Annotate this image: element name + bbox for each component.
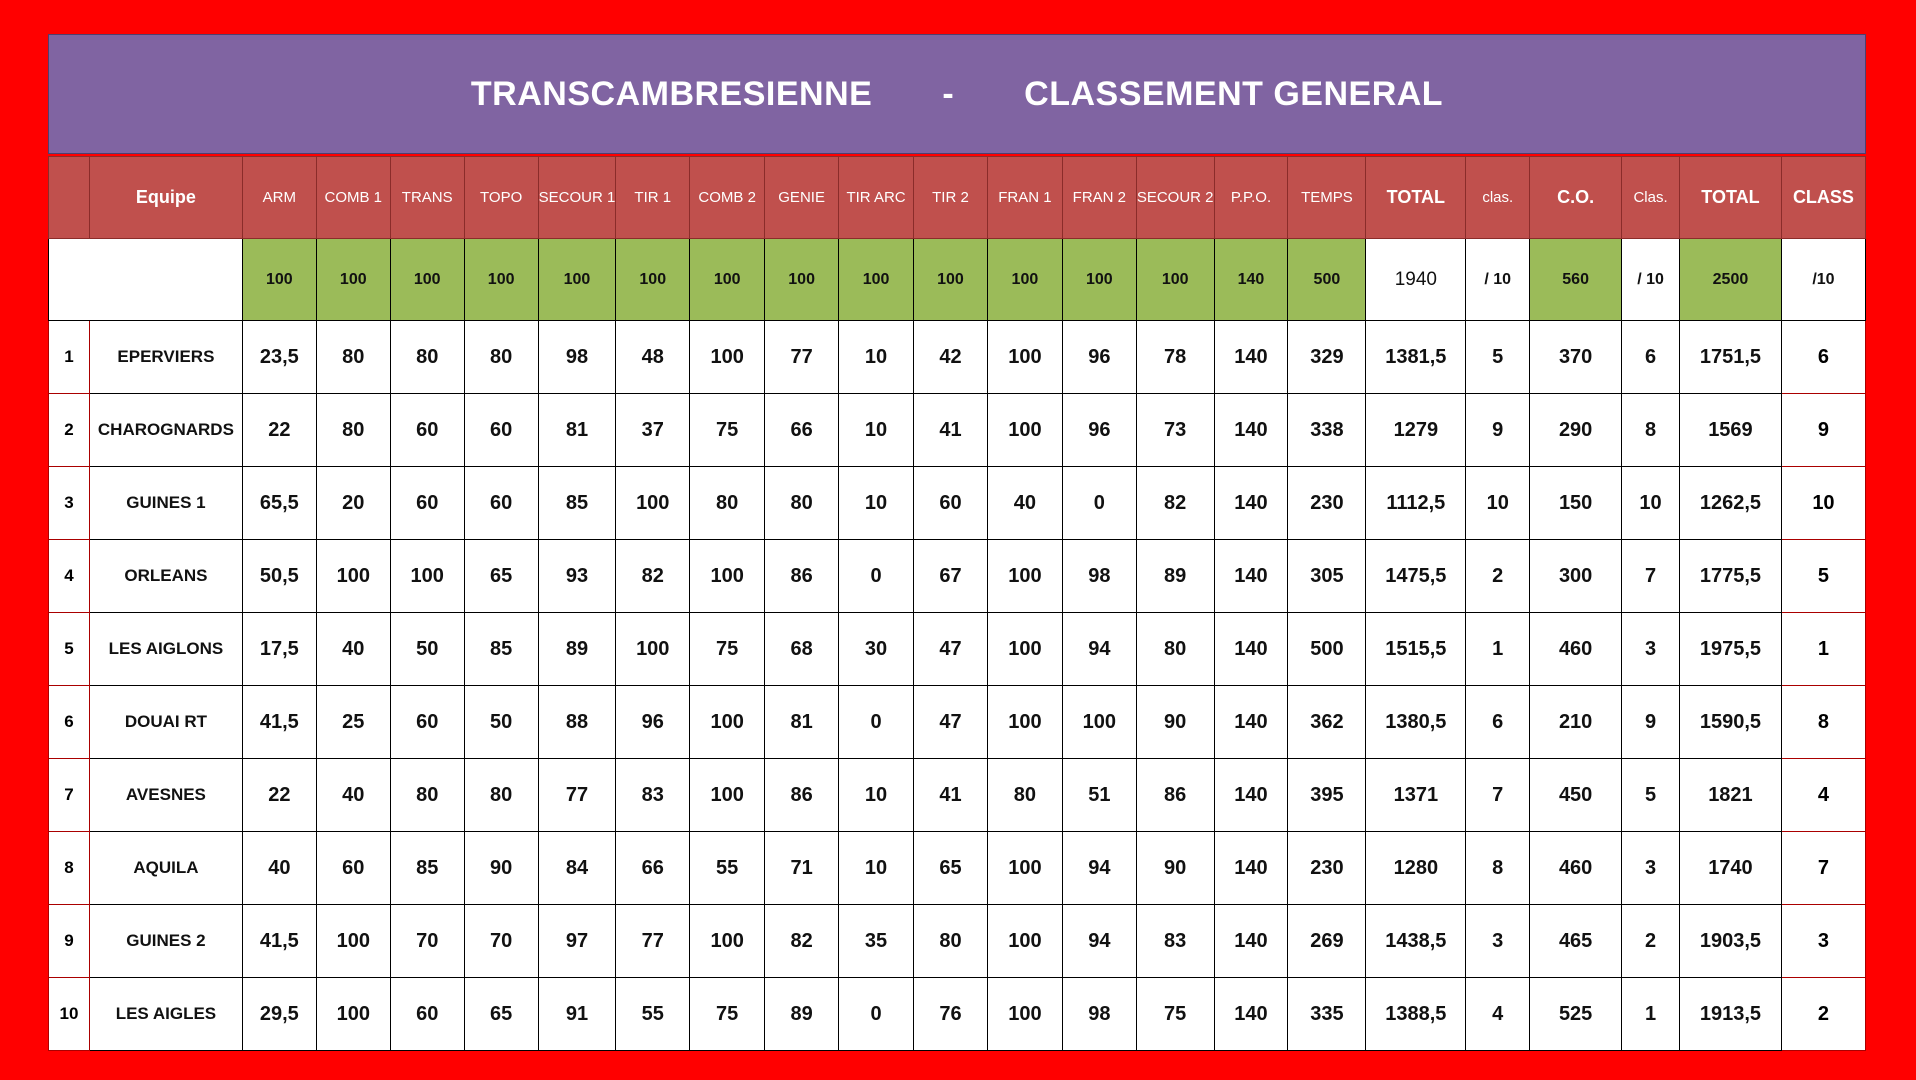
team-name[interactable]: ORLEANS <box>89 540 242 613</box>
table-cell[interactable]: 140 <box>1214 686 1288 759</box>
table-cell[interactable]: 305 <box>1288 540 1366 613</box>
class-rank-cell[interactable]: 9 <box>1781 394 1865 467</box>
grand-total-cell[interactable]: 1775,5 <box>1680 540 1782 613</box>
table-row[interactable] <box>49 394 1866 467</box>
table-cell[interactable]: 8 <box>1622 394 1680 467</box>
table-cell[interactable]: 80 <box>390 321 464 394</box>
table-cell[interactable]: 23,5 <box>242 321 316 394</box>
table-cell[interactable]: 269 <box>1288 905 1366 978</box>
class-rank-cell[interactable]: 6 <box>1781 321 1865 394</box>
clas-cell[interactable]: 6 <box>1466 686 1530 759</box>
table-cell[interactable]: 60 <box>390 394 464 467</box>
grand-total-cell[interactable]: 1903,5 <box>1680 905 1782 978</box>
column-header: SECOUR 2 <box>1136 157 1214 239</box>
column-header: TOPO <box>464 157 538 239</box>
table-cell[interactable]: 55 <box>616 978 690 1051</box>
table-cell[interactable]: 100 <box>690 686 765 759</box>
column-header: ARM <box>242 157 316 239</box>
table-row[interactable] <box>49 978 1866 1051</box>
table-cell[interactable]: 100 <box>616 467 690 540</box>
max-points-cell <box>89 239 242 321</box>
table-cell[interactable]: 47 <box>914 613 988 686</box>
max-points-cell: 1940 <box>1366 239 1466 321</box>
table-cell[interactable]: 80 <box>464 321 538 394</box>
table-cell[interactable]: 40 <box>242 832 316 905</box>
table-cell[interactable]: 98 <box>538 321 616 394</box>
team-name[interactable]: DOUAI RT <box>89 686 242 759</box>
grand-total-cell[interactable]: 1975,5 <box>1680 613 1782 686</box>
table-row[interactable] <box>49 467 1866 540</box>
table-cell[interactable]: 89 <box>538 613 616 686</box>
table-cell[interactable]: 100 <box>690 321 765 394</box>
table-cell[interactable]: 85 <box>464 613 538 686</box>
table-cell[interactable]: 525 <box>1530 978 1622 1051</box>
table-cell[interactable]: 77 <box>616 905 690 978</box>
class-rank-cell[interactable]: 2 <box>1781 978 1865 1051</box>
table-cell[interactable]: 85 <box>538 467 616 540</box>
table-cell[interactable]: 100 <box>316 540 390 613</box>
table-cell[interactable]: 329 <box>1288 321 1366 394</box>
table-cell[interactable]: 80 <box>316 321 390 394</box>
table-cell[interactable]: 75 <box>690 978 765 1051</box>
table-cell[interactable]: 10 <box>839 832 914 905</box>
table-cell[interactable]: 76 <box>914 978 988 1051</box>
team-name[interactable]: LES AIGLONS <box>89 613 242 686</box>
table-cell[interactable]: 80 <box>914 905 988 978</box>
table-cell[interactable]: 100 <box>987 832 1062 905</box>
table-cell[interactable]: 96 <box>1062 321 1136 394</box>
table-cell[interactable]: 9 <box>1622 686 1680 759</box>
table-cell[interactable]: 0 <box>1062 467 1136 540</box>
table-cell[interactable]: 94 <box>1062 905 1136 978</box>
table-cell[interactable]: 65 <box>914 832 988 905</box>
table-cell[interactable]: 30 <box>839 613 914 686</box>
table-cell[interactable]: 40 <box>987 467 1062 540</box>
table-cell[interactable]: 370 <box>1530 321 1622 394</box>
class-rank-cell[interactable]: 1 <box>1781 613 1865 686</box>
max-points-cell: 100 <box>690 239 765 321</box>
table-cell[interactable]: 86 <box>765 540 839 613</box>
table-cell[interactable]: 65,5 <box>242 467 316 540</box>
table-cell[interactable]: 75 <box>690 613 765 686</box>
table-cell[interactable]: 37 <box>616 394 690 467</box>
table-cell[interactable]: 140 <box>1214 467 1288 540</box>
column-header: TOTAL <box>1366 157 1466 239</box>
table-cell[interactable]: 77 <box>538 759 616 832</box>
table-cell[interactable]: 465 <box>1530 905 1622 978</box>
clas-cell[interactable]: 7 <box>1466 759 1530 832</box>
table-cell[interactable]: 55 <box>690 832 765 905</box>
table-cell[interactable]: 88 <box>538 686 616 759</box>
table-cell[interactable]: 83 <box>1136 905 1214 978</box>
max-points-cell: 100 <box>1136 239 1214 321</box>
team-name[interactable]: GUINES 1 <box>89 467 242 540</box>
team-name[interactable]: LES AIGLES <box>89 978 242 1051</box>
table-cell[interactable]: 97 <box>538 905 616 978</box>
column-header: GENIE <box>765 157 839 239</box>
grand-total-cell[interactable]: 1569 <box>1680 394 1782 467</box>
grand-total-cell[interactable]: 1751,5 <box>1680 321 1782 394</box>
class-rank-cell[interactable]: 7 <box>1781 832 1865 905</box>
table-cell[interactable]: 89 <box>1136 540 1214 613</box>
table-cell[interactable]: 100 <box>987 686 1062 759</box>
table-cell[interactable]: 22 <box>242 759 316 832</box>
column-header: CLASS <box>1781 157 1865 239</box>
table-cell[interactable]: 100 <box>987 613 1062 686</box>
max-points-cell: 100 <box>616 239 690 321</box>
table-cell[interactable]: 98 <box>1062 540 1136 613</box>
table-cell[interactable]: 140 <box>1214 978 1288 1051</box>
table-row[interactable] <box>49 540 1866 613</box>
table-cell[interactable]: 395 <box>1288 759 1366 832</box>
table-cell[interactable]: 94 <box>1062 832 1136 905</box>
table-cell[interactable]: 1438,5 <box>1366 905 1466 978</box>
table-cell[interactable]: 17,5 <box>242 613 316 686</box>
table-cell[interactable]: 68 <box>765 613 839 686</box>
column-header: COMB 2 <box>690 157 765 239</box>
max-points-cell: 500 <box>1288 239 1366 321</box>
max-points-cell: 100 <box>538 239 616 321</box>
max-points-cell: /10 <box>1781 239 1865 321</box>
column-header: P.P.O. <box>1214 157 1288 239</box>
table-cell[interactable]: 362 <box>1288 686 1366 759</box>
table-cell[interactable]: 41 <box>914 759 988 832</box>
table-cell[interactable]: 93 <box>538 540 616 613</box>
max-points-cell: 100 <box>316 239 390 321</box>
class-rank-cell[interactable]: 3 <box>1781 905 1865 978</box>
table-cell[interactable]: 50 <box>464 686 538 759</box>
table-cell[interactable]: 2 <box>1622 905 1680 978</box>
row-number[interactable]: 10 <box>49 978 90 1051</box>
table-cell[interactable]: 100 <box>690 759 765 832</box>
table-cell[interactable]: 77 <box>765 321 839 394</box>
grand-total-cell[interactable]: 1821 <box>1680 759 1782 832</box>
table-cell[interactable]: 40 <box>316 759 390 832</box>
table-cell[interactable]: 5 <box>1622 759 1680 832</box>
table-cell[interactable]: 0 <box>839 686 914 759</box>
table-cell[interactable]: 100 <box>987 394 1062 467</box>
table-row[interactable] <box>49 321 1866 394</box>
table-cell[interactable]: 1 <box>1622 978 1680 1051</box>
table-cell[interactable]: 89 <box>765 978 839 1051</box>
table-cell[interactable]: 230 <box>1288 467 1366 540</box>
table-cell[interactable]: 1279 <box>1366 394 1466 467</box>
grand-total-cell[interactable]: 1740 <box>1680 832 1782 905</box>
table-cell[interactable]: 1388,5 <box>1366 978 1466 1051</box>
table-cell[interactable]: 100 <box>690 540 765 613</box>
table-cell[interactable]: 140 <box>1214 540 1288 613</box>
table-row[interactable] <box>49 832 1866 905</box>
table-cell[interactable]: 1280 <box>1366 832 1466 905</box>
table-cell[interactable]: 100 <box>987 540 1062 613</box>
max-points-cell: 560 <box>1530 239 1622 321</box>
table-cell[interactable]: 75 <box>690 394 765 467</box>
table-cell[interactable]: 82 <box>765 905 839 978</box>
table-cell[interactable]: 60 <box>464 394 538 467</box>
table-row[interactable] <box>49 686 1866 759</box>
table-cell[interactable]: 42 <box>914 321 988 394</box>
table-cell[interactable]: 51 <box>1062 759 1136 832</box>
class-rank-cell[interactable]: 8 <box>1781 686 1865 759</box>
team-name[interactable]: CHAROGNARDS <box>89 394 242 467</box>
table-cell[interactable]: 66 <box>765 394 839 467</box>
table-cell[interactable]: 83 <box>616 759 690 832</box>
table-cell[interactable]: 80 <box>464 759 538 832</box>
team-name[interactable]: EPERVIERS <box>89 321 242 394</box>
table-cell[interactable]: 81 <box>538 394 616 467</box>
clas-cell[interactable]: 9 <box>1466 394 1530 467</box>
table-cell[interactable]: 40 <box>316 613 390 686</box>
table-cell[interactable]: 96 <box>1062 394 1136 467</box>
table-cell[interactable]: 1112,5 <box>1366 467 1466 540</box>
table-cell[interactable]: 86 <box>765 759 839 832</box>
title-separator: - <box>942 74 955 113</box>
table-cell[interactable]: 140 <box>1214 321 1288 394</box>
results-table <box>48 156 1866 1051</box>
table-cell[interactable]: 20 <box>316 467 390 540</box>
table-cell[interactable]: 290 <box>1530 394 1622 467</box>
column-header: FRAN 1 <box>987 157 1062 239</box>
table-cell[interactable]: 1371 <box>1366 759 1466 832</box>
clas-cell[interactable]: 5 <box>1466 321 1530 394</box>
table-cell[interactable]: 50,5 <box>242 540 316 613</box>
table-cell[interactable]: 140 <box>1214 759 1288 832</box>
table-cell[interactable]: 94 <box>1062 613 1136 686</box>
table-cell[interactable]: 60 <box>390 686 464 759</box>
column-header: TIR ARC <box>839 157 914 239</box>
table-cell[interactable]: 500 <box>1288 613 1366 686</box>
table-cell[interactable]: 82 <box>1136 467 1214 540</box>
clas-cell[interactable]: 4 <box>1466 978 1530 1051</box>
table-row[interactable] <box>49 905 1866 978</box>
table-cell[interactable]: 50 <box>390 613 464 686</box>
max-points-cell: 100 <box>765 239 839 321</box>
max-points-cell: 100 <box>464 239 538 321</box>
team-name[interactable]: AVESNES <box>89 759 242 832</box>
table-cell[interactable]: 0 <box>839 978 914 1051</box>
max-points-cell: 100 <box>987 239 1062 321</box>
title-right: CLASSEMENT GENERAL <box>1024 74 1444 113</box>
table-cell[interactable]: 335 <box>1288 978 1366 1051</box>
table-cell[interactable]: 210 <box>1530 686 1622 759</box>
table-cell[interactable]: 100 <box>690 905 765 978</box>
table-cell[interactable]: 100 <box>390 540 464 613</box>
class-rank-cell[interactable]: 5 <box>1781 540 1865 613</box>
table-cell[interactable]: 41,5 <box>242 905 316 978</box>
spreadsheet <box>48 34 1866 1052</box>
column-header: TIR 2 <box>914 157 988 239</box>
table-cell[interactable]: 91 <box>538 978 616 1051</box>
table-cell[interactable]: 60 <box>914 467 988 540</box>
max-points-row <box>49 239 1866 321</box>
table-cell[interactable]: 48 <box>616 321 690 394</box>
row-number[interactable]: 1 <box>49 321 90 394</box>
table-cell[interactable]: 86 <box>1136 759 1214 832</box>
clas-cell[interactable]: 10 <box>1466 467 1530 540</box>
team-name[interactable]: GUINES 2 <box>89 905 242 978</box>
table-cell[interactable]: 90 <box>464 832 538 905</box>
table-cell[interactable]: 80 <box>390 759 464 832</box>
table-cell[interactable]: 35 <box>839 905 914 978</box>
max-points-cell: 100 <box>390 239 464 321</box>
table-cell[interactable]: 22 <box>242 394 316 467</box>
column-header: SECOUR 1 <box>538 157 616 239</box>
grand-total-cell[interactable]: 1590,5 <box>1680 686 1782 759</box>
table-cell[interactable]: 338 <box>1288 394 1366 467</box>
clas-cell[interactable]: 2 <box>1466 540 1530 613</box>
table-cell[interactable]: 6 <box>1622 321 1680 394</box>
max-points-cell: / 10 <box>1466 239 1530 321</box>
table-cell[interactable]: 10 <box>839 394 914 467</box>
table-cell[interactable]: 41,5 <box>242 686 316 759</box>
table-cell[interactable]: 10 <box>1622 467 1680 540</box>
table-cell[interactable]: 100 <box>987 978 1062 1051</box>
class-rank-cell[interactable]: 4 <box>1781 759 1865 832</box>
table-cell[interactable]: 75 <box>1136 978 1214 1051</box>
table-cell[interactable]: 3 <box>1622 832 1680 905</box>
table-cell[interactable]: 78 <box>1136 321 1214 394</box>
table-cell[interactable]: 10 <box>839 467 914 540</box>
column-header: TEMPS <box>1288 157 1366 239</box>
table-cell[interactable]: 100 <box>316 978 390 1051</box>
table-cell[interactable]: 100 <box>316 905 390 978</box>
table-cell[interactable]: 1381,5 <box>1366 321 1466 394</box>
clas-cell[interactable]: 3 <box>1466 905 1530 978</box>
table-cell[interactable]: 70 <box>464 905 538 978</box>
table-cell[interactable]: 47 <box>914 686 988 759</box>
title-left: TRANSCAMBRESIENNE <box>470 74 873 113</box>
table-cell[interactable]: 1380,5 <box>1366 686 1466 759</box>
team-name[interactable]: AQUILA <box>89 832 242 905</box>
table-cell[interactable]: 80 <box>316 394 390 467</box>
table-cell[interactable]: 65 <box>464 540 538 613</box>
table-cell[interactable]: 80 <box>765 467 839 540</box>
grand-total-cell[interactable]: 1913,5 <box>1680 978 1782 1051</box>
row-number[interactable]: 9 <box>49 905 90 978</box>
max-points-cell: 2500 <box>1680 239 1782 321</box>
grand-total-cell[interactable]: 1262,5 <box>1680 467 1782 540</box>
table-cell[interactable]: 450 <box>1530 759 1622 832</box>
column-header: Clas. <box>1622 157 1680 239</box>
column-header: COMB 1 <box>316 157 390 239</box>
title-bar <box>48 34 1866 154</box>
table-cell[interactable]: 140 <box>1214 394 1288 467</box>
table-cell[interactable]: 60 <box>464 467 538 540</box>
max-points-cell: / 10 <box>1622 239 1680 321</box>
max-points-cell: 100 <box>242 239 316 321</box>
row-number[interactable]: 4 <box>49 540 90 613</box>
table-cell[interactable]: 460 <box>1530 832 1622 905</box>
table-cell[interactable]: 3 <box>1622 613 1680 686</box>
table-cell[interactable]: 100 <box>1062 686 1136 759</box>
table-cell[interactable]: 60 <box>316 832 390 905</box>
table-cell[interactable]: 70 <box>390 905 464 978</box>
table-cell[interactable]: 140 <box>1214 905 1288 978</box>
table-cell[interactable]: 41 <box>914 394 988 467</box>
row-number[interactable]: 8 <box>49 832 90 905</box>
column-header: C.O. <box>1530 157 1622 239</box>
clas-cell[interactable]: 8 <box>1466 832 1530 905</box>
column-header: TRANS <box>390 157 464 239</box>
table-cell[interactable]: 73 <box>1136 394 1214 467</box>
table-cell[interactable]: 300 <box>1530 540 1622 613</box>
table-cell[interactable]: 1475,5 <box>1366 540 1466 613</box>
row-number[interactable]: 6 <box>49 686 90 759</box>
row-number[interactable]: 2 <box>49 394 90 467</box>
table-cell[interactable]: 67 <box>914 540 988 613</box>
row-number[interactable]: 7 <box>49 759 90 832</box>
column-header: TIR 1 <box>616 157 690 239</box>
table-cell[interactable]: 66 <box>616 832 690 905</box>
table-cell[interactable]: 10 <box>839 321 914 394</box>
class-rank-cell[interactable]: 10 <box>1781 467 1865 540</box>
table-cell[interactable]: 90 <box>1136 832 1214 905</box>
table-cell[interactable]: 80 <box>690 467 765 540</box>
table-row[interactable] <box>49 613 1866 686</box>
table-cell[interactable]: 140 <box>1214 613 1288 686</box>
table-cell[interactable]: 65 <box>464 978 538 1051</box>
table-cell[interactable]: 90 <box>1136 686 1214 759</box>
max-points-cell: 100 <box>1062 239 1136 321</box>
table-cell[interactable]: 230 <box>1288 832 1366 905</box>
table-cell[interactable]: 100 <box>616 613 690 686</box>
table-cell[interactable]: 10 <box>839 759 914 832</box>
clas-cell[interactable]: 1 <box>1466 613 1530 686</box>
table-cell[interactable]: 96 <box>616 686 690 759</box>
table-row[interactable] <box>49 759 1866 832</box>
table-cell[interactable]: 25 <box>316 686 390 759</box>
table-cell[interactable]: 140 <box>1214 832 1288 905</box>
table-cell[interactable]: 60 <box>390 467 464 540</box>
table-cell[interactable]: 1515,5 <box>1366 613 1466 686</box>
table-cell[interactable]: 100 <box>987 905 1062 978</box>
max-points-cell <box>49 239 90 321</box>
table-cell[interactable]: 85 <box>390 832 464 905</box>
table-cell[interactable]: 80 <box>1136 613 1214 686</box>
table-cell[interactable]: 81 <box>765 686 839 759</box>
column-header: TOTAL <box>1680 157 1782 239</box>
table-cell[interactable]: 71 <box>765 832 839 905</box>
max-points-cell: 100 <box>839 239 914 321</box>
table-cell[interactable]: 100 <box>987 321 1062 394</box>
column-header: clas. <box>1466 157 1530 239</box>
table-cell[interactable]: 7 <box>1622 540 1680 613</box>
max-points-cell: 100 <box>914 239 988 321</box>
table-cell[interactable]: 80 <box>987 759 1062 832</box>
table-cell[interactable]: 98 <box>1062 978 1136 1051</box>
table-cell[interactable]: 60 <box>390 978 464 1051</box>
max-points-cell: 140 <box>1214 239 1288 321</box>
table-cell[interactable]: 0 <box>839 540 914 613</box>
header-row <box>49 157 1866 239</box>
table-cell[interactable]: 84 <box>538 832 616 905</box>
table-cell[interactable]: 29,5 <box>242 978 316 1051</box>
column-header <box>49 157 90 239</box>
column-header: FRAN 2 <box>1062 157 1136 239</box>
row-number[interactable]: 3 <box>49 467 90 540</box>
table-cell[interactable]: 82 <box>616 540 690 613</box>
column-header: Equipe <box>89 157 242 239</box>
row-number[interactable]: 5 <box>49 613 90 686</box>
table-cell[interactable]: 150 <box>1530 467 1622 540</box>
table-cell[interactable]: 460 <box>1530 613 1622 686</box>
